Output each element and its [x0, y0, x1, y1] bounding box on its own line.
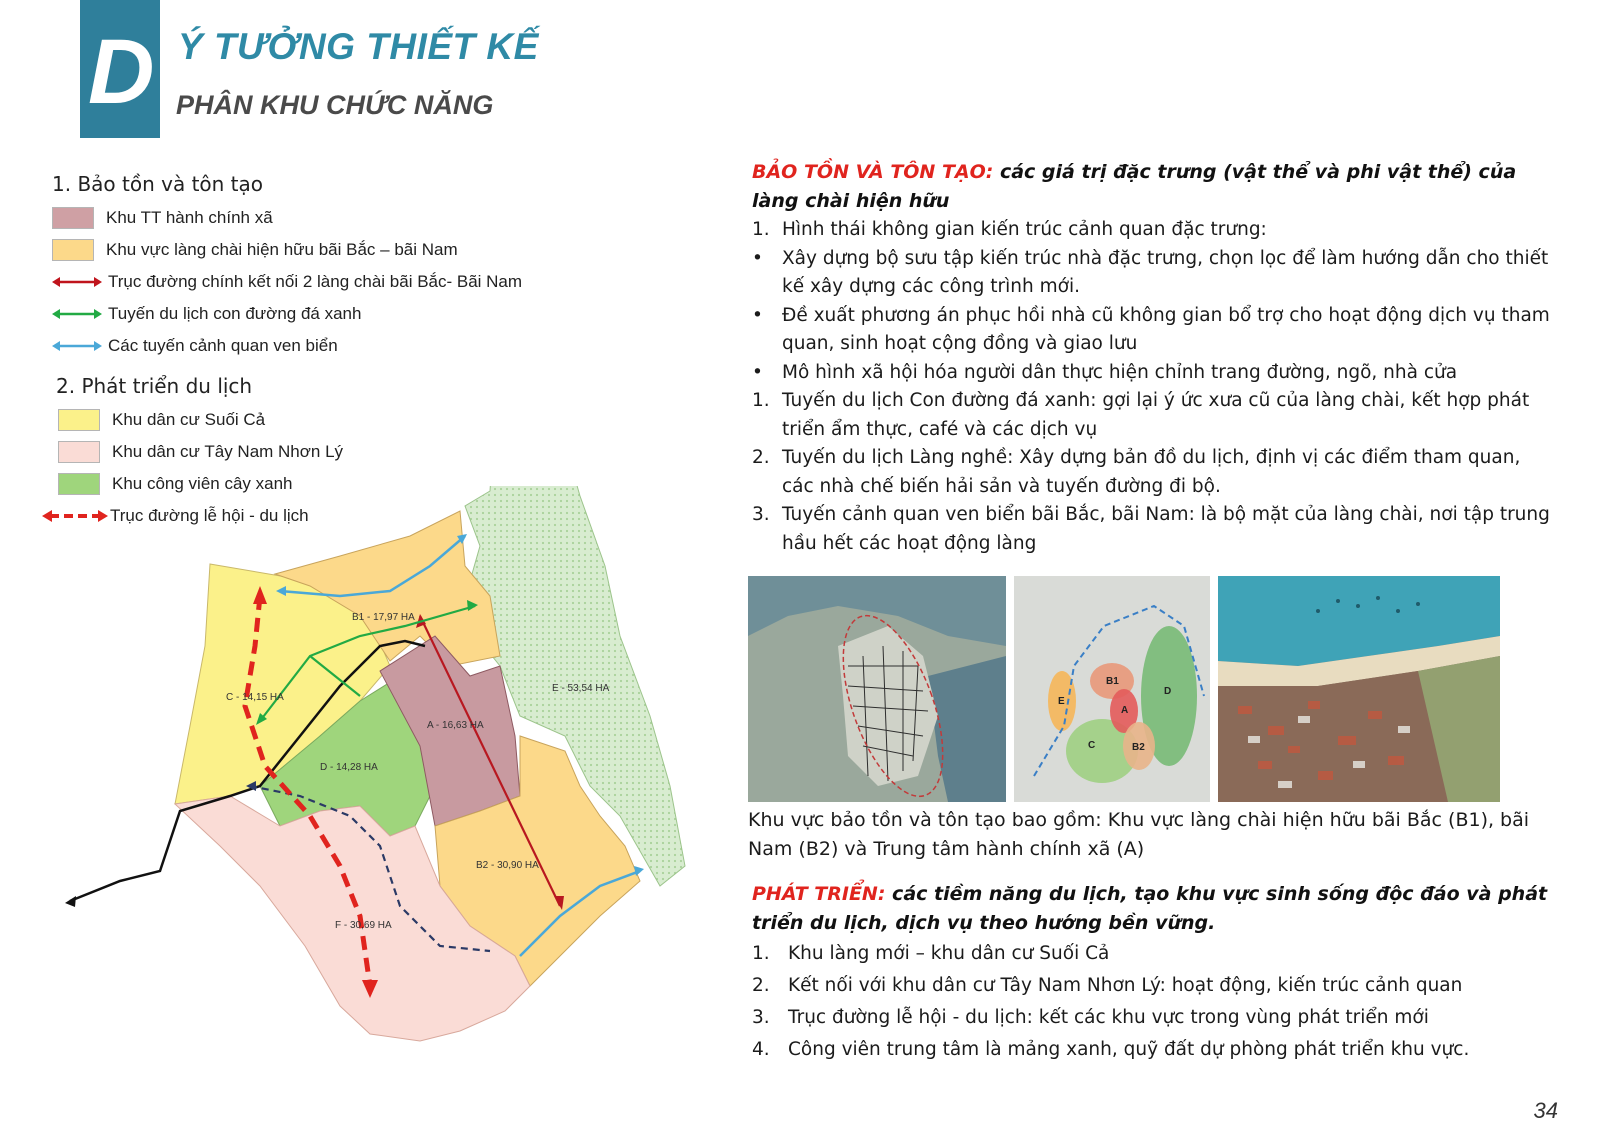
village-photo: [1218, 576, 1500, 802]
list-text: Tuyến du lịch Con đường đá xanh: gợi lại ý ức xưa cũ của làng chài, kết hợp phát triển ẩm thực, café và các dịch vụ: [782, 390, 1530, 440]
list-marker: 1.: [752, 943, 770, 964]
list-item: [752, 216, 1552, 245]
list-marker: •: [752, 361, 763, 383]
list-text: Tuyến cảnh quan ven biển bãi Bắc, bãi Nam: là bộ mặt của làng chài, nơi tập trung hầu hết các hoạt động làng: [782, 504, 1550, 554]
list-item: [752, 1034, 1552, 1066]
diagram-label: B1: [1106, 676, 1119, 687]
list-item: [752, 1002, 1552, 1034]
legend-item-tay-nam: [52, 436, 612, 468]
development-heading-red: PHÁT TRIỂN:: [752, 883, 886, 905]
zone-label-f: F - 30,69 HA: [335, 920, 392, 931]
list-text: Trục đường lễ hội - du lịch: kết các khu vực trong vùng phát triển mới: [788, 1007, 1429, 1028]
list-marker: 3.: [752, 504, 770, 525]
conservation-heading-red: BẢO TỒN VÀ TÔN TẠO:: [752, 161, 994, 183]
page-title: Ý TƯỞNG THIẾT KẾ: [178, 26, 539, 67]
section-letter: D: [88, 21, 155, 123]
list-item: [752, 938, 1552, 970]
double-arrow-red-icon: [52, 275, 102, 289]
zoning-diagram-photo: [1014, 576, 1210, 802]
zoning-diagram: [1014, 576, 1210, 802]
aerial-map-photo: [748, 576, 1006, 802]
list-marker: 1.: [752, 219, 770, 240]
development-section: [752, 880, 1552, 1066]
list-item: [752, 444, 1552, 501]
legend-item-main-road: [52, 266, 612, 298]
legend-item-coastal-route: [52, 330, 612, 362]
village-aerial-photo: [1218, 576, 1500, 802]
list-item: [752, 387, 1552, 444]
page-number: 34: [1533, 1098, 1558, 1123]
legend-label: Khu dân cư Tây Nam Nhơn Lý: [112, 442, 344, 461]
legend-label: Tuyến du lịch con đường đá xanh: [108, 304, 362, 323]
section-letter-box: [80, 0, 160, 138]
zoning-map: [60, 486, 730, 1074]
legend-item-admin-center: [52, 202, 612, 234]
legend-item-green-route: [52, 298, 612, 330]
conservation-heading-rest: các giá trị đặc trưng (vật thể và phi vật thể) của làng chài hiện hữu: [752, 161, 1517, 212]
list-marker: •: [752, 304, 763, 326]
legend-item-existing-village: [52, 234, 612, 266]
legend-label: Khu TT hành chính xã: [106, 208, 273, 227]
legend-swatch: [52, 207, 94, 229]
conservation-heading: [752, 158, 1552, 216]
zone-label-b1: B1 - 17,97 HA: [352, 612, 415, 623]
zone-label-c: C - 14,15 HA: [226, 692, 284, 703]
legend-heading-conservation: 1. Bảo tồn và tôn tạo: [52, 172, 264, 196]
legend-swatch: [52, 239, 94, 261]
photo-strip: [748, 576, 1500, 802]
zone-label-a: A - 16,63 HA: [427, 720, 484, 731]
legend-label: Các tuyến cảnh quan ven biển: [108, 336, 338, 355]
diagram-label: A: [1121, 705, 1129, 716]
legend-item-suoi-ca: [52, 404, 612, 436]
zone-label-b2: B2 - 30,90 HA: [476, 860, 539, 871]
legend-swatch: [58, 409, 100, 431]
list-marker: 2.: [752, 975, 770, 996]
list-item: [752, 501, 1552, 558]
legend-heading-development: 2. Phát triển du lịch: [56, 374, 253, 398]
list-marker: 3.: [752, 1007, 770, 1028]
list-item: [752, 970, 1552, 1002]
conservation-list: [752, 216, 1552, 558]
diagram-label: D: [1164, 686, 1172, 697]
zone-label-e: E - 53,54 HA: [552, 683, 610, 694]
list-marker: 1.: [752, 390, 770, 411]
list-text: Công viên trung tâm là mảng xanh, quỹ đất dự phòng phát triển khu vực.: [788, 1039, 1470, 1060]
list-text: Khu làng mới – khu dân cư Suối Cả: [788, 943, 1110, 964]
legend-label: Khu dân cư Suối Cả: [112, 410, 266, 429]
diagram-label: E: [1058, 696, 1065, 707]
map-legend: [52, 172, 612, 532]
photo-caption: Khu vực bảo tồn và tôn tạo bao gồm: Khu vực làng chài hiện hữu bãi Bắc (B1), bãi Nam (B2) và Trung tâm hành chính xã (A): [748, 809, 1530, 860]
development-heading: [752, 880, 1552, 938]
satellite-image: [748, 576, 1006, 802]
legend-swatch: [58, 441, 100, 463]
zone-label-d: D - 14,28 HA: [320, 762, 378, 773]
list-text: Tuyến du lịch Làng nghề: Xây dựng bản đồ du lịch, định vị các điểm tham quan, các nhà chế biến hải sản và tuyến đường đi bộ.: [782, 447, 1521, 497]
diagram-label: B2: [1132, 742, 1145, 753]
list-text: Mô hình xã hội hóa người dân thực hiện chỉnh trang đường, ngõ, nhà cửa: [782, 361, 1458, 383]
page-subtitle: PHÂN KHU CHỨC NĂNG: [176, 90, 494, 120]
list-marker: 4.: [752, 1039, 770, 1060]
double-arrow-blue-icon: [52, 339, 102, 353]
list-marker: •: [752, 247, 763, 269]
list-text: Hình thái không gian kiến trúc cảnh quan đặc trưng:: [782, 219, 1267, 240]
list-marker: 2.: [752, 447, 770, 468]
list-item: [752, 302, 1552, 359]
list-item: [752, 359, 1552, 388]
list-text: Xây dựng bộ sưu tập kiến trúc nhà đặc trưng, chọn lọc để làm hướng dẫn cho thiết kế xây dựng các công trình mới.: [782, 247, 1549, 297]
list-item: [752, 245, 1552, 302]
legend-label: Trục đường lễ hội - du lịch: [110, 506, 309, 525]
conservation-section: [752, 158, 1552, 558]
double-arrow-green-icon: [52, 307, 102, 321]
legend-label: Khu vực làng chài hiện hữu bãi Bắc – bãi Nam: [106, 240, 458, 259]
legend-label: Trục đường chính kết nối 2 làng chài bãi Bắc- Bãi Nam: [108, 272, 523, 291]
legend-label: Khu công viên cây xanh: [112, 474, 293, 493]
list-text: Kết nối với khu dân cư Tây Nam Nhơn Lý: hoạt động, kiến trúc cảnh quan: [788, 975, 1463, 996]
development-list: [752, 938, 1552, 1066]
development-heading-rest: các tiềm năng du lịch, tạo khu vực sinh sống độc đáo và phát triển du lịch, dịch vụ theo hướng bền vững.: [752, 883, 1548, 934]
diagram-label: C: [1088, 740, 1096, 751]
list-text: Đề xuất phương án phục hồi nhà cũ không gian bổ trợ cho hoạt động dịch vụ tham quan, sinh hoạt cộng đồng và giao lưu: [782, 304, 1550, 354]
